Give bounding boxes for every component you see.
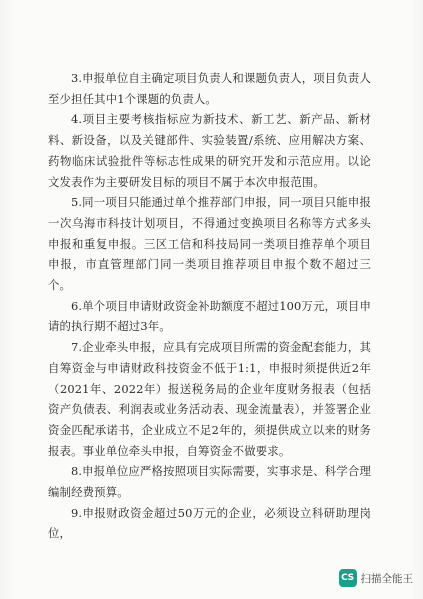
watermark-app-name: 扫描全能王 <box>360 572 413 585</box>
paragraph-item-9: 9.申报财政资金超过50万元的企业，必须设立科研助理岗位， <box>48 505 371 541</box>
paragraph-item-4: 4.项目主要考核指标应为新技术、新工艺、新产品、新材料、新设备，以及关键部件、实验装置/系统、应用解决方案、药物临床试验批件等标志性成果的研究开发和示范应用。以论文发表作为主要研发目标的项目不属于本次申报范围。 <box>48 112 371 189</box>
logo-text: CS <box>341 573 354 583</box>
camscanner-logo-icon <box>339 569 357 587</box>
document-body <box>48 68 371 544</box>
scanner-watermark <box>339 569 414 587</box>
paragraph-item-6: 6.单个项目申请财政资金补助额度不超过100万元，项目申请的执行期不超过3年。 <box>48 298 371 334</box>
paragraph-item-3: 3.申报单位自主确定项目负责人和课题负责人，项目负责人至少担任其中1个课题的负责人。 <box>48 71 371 106</box>
paragraph-item-5: 5.同一项目只能通过单个推荐部门申报，同一项目只能申报一次乌海市科技计划项目，不得通过变换项目名称等方式多头申报和重复申报。三区工信和科技局同一类项目推荐单个项目申报，市直管理部门同一类项目推荐项目申报个数不超过三个。 <box>48 195 371 293</box>
paragraph-item-7: 7.企业牵头申报，应具有完成项目所需的资金配套能力，其自筹资金与申请财政科技资金不低于1:1，申报时须提供近2年（2021年、2022年）报送税务局的企业年度财务报表（包括资产负债表、利润表或业务活动表、现金流量表），并签署企业资金匹配承诺书，企业成立不足2年的，须提供成立以来的财务报表。事业单位牵头申报，自筹资金不做要求。 <box>48 340 371 458</box>
paragraph-item-8: 8.申报单位应严格按照项目实际需要，实事求是、科学合理编制经费预算。 <box>48 464 371 500</box>
